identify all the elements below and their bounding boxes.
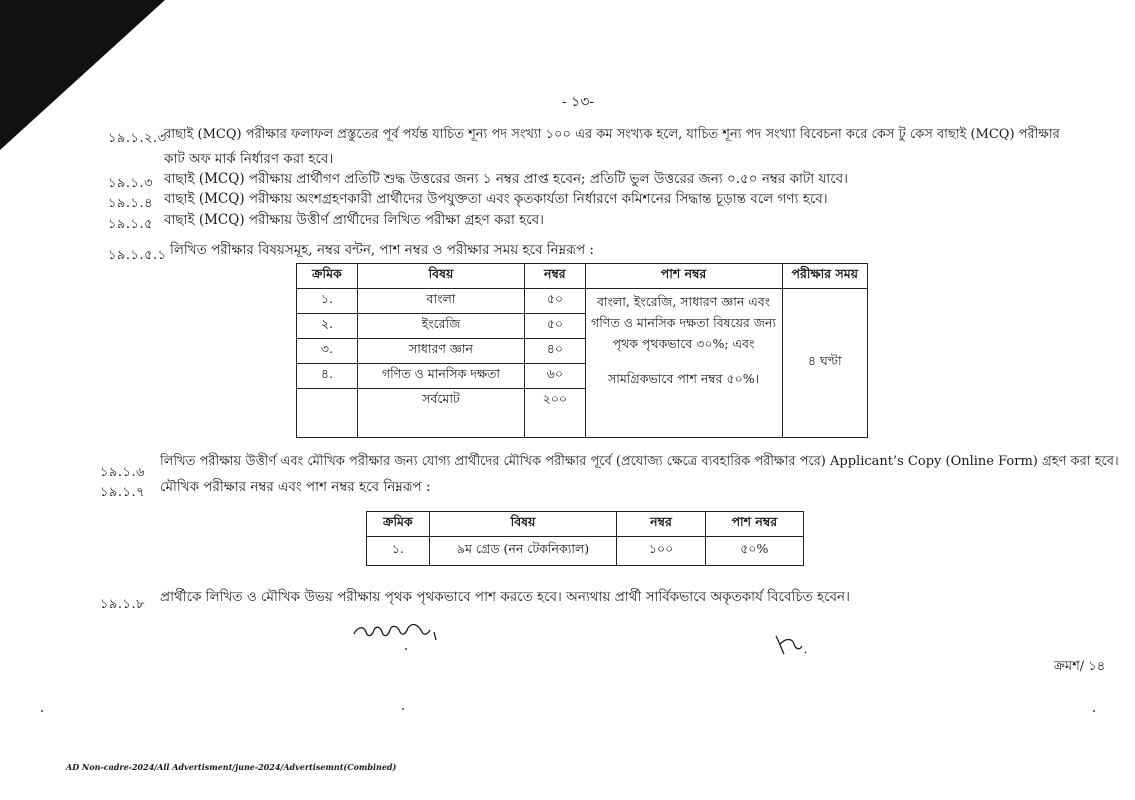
clause-text: লিখিত পরীক্ষার বিষয়সমূহ, নম্বর বন্টন, পাশ নম্বর ও পরীক্ষার সময় হবে নিম্নরূপ :: [170, 242, 594, 258]
col-header-subject: বিষয়: [357, 264, 524, 289]
written-exam-table: [296, 263, 868, 438]
table-row: [367, 537, 804, 566]
clause-text: বাছাই (MCQ) পরীক্ষায় উত্তীর্ণ প্রার্থীদের লিখিত পরীক্ষা গ্রহণ করা হবে।: [164, 212, 545, 228]
viva-exam-table: [366, 511, 804, 566]
page-number: - ১৩-: [562, 94, 595, 110]
table-row: [297, 289, 868, 314]
cell-pass-marks: [585, 289, 782, 438]
clause-number: ১৯.১.৭: [100, 485, 146, 500]
clause-text: বাছাই (MCQ) পরীক্ষায় প্রার্থীগণ প্রতিটি শুদ্ধ উত্তরের জন্য ১ নম্বর প্রাপ্ত হবেন; প্রতিটি ভুল উত্তরের জন্য ০.৫০ নম্বর কাটা যাবে।: [164, 171, 848, 187]
cell-subject: ইংরেজি: [357, 314, 524, 339]
signature-right: [772, 630, 812, 660]
col-header-subject: বিষয়: [429, 512, 617, 537]
cell-marks: ৪০: [525, 339, 585, 364]
cell-subject: ৯ম গ্রেড (নন টেকনিক্যাল): [429, 537, 617, 566]
cell-marks: ৬০: [525, 364, 585, 389]
col-header-marks: নম্বর: [617, 512, 705, 537]
clause-number: ১৯.১.৫.১: [108, 248, 167, 263]
cell-serial-empty: [297, 389, 358, 438]
signature-left: [350, 618, 445, 648]
cell-total-label: সর্বমোট: [357, 389, 524, 438]
cell-subject: গণিত ও মানসিক দক্ষতা: [357, 364, 524, 389]
col-header-pass-marks: পাশ নম্বর: [705, 512, 803, 537]
scan-corner-shadow: [0, 0, 165, 150]
continued-marker: ক্রমশ/ ১৪: [1054, 659, 1106, 674]
cell-marks: ১০০: [617, 537, 705, 566]
cell-total-marks: ২০০: [525, 389, 585, 438]
cell-subject: সাধারণ জ্ঞান: [357, 339, 524, 364]
cell-serial: ৩.: [297, 339, 358, 364]
clause-number: ১৯.১.৪: [108, 196, 154, 211]
col-header-marks: নম্বর: [525, 264, 585, 289]
clause-number: ১৯.১.২.৩: [108, 131, 167, 146]
cell-serial: ২.: [297, 314, 358, 339]
pass-line: বাংলা, ইংরেজি, সাধারণ জ্ঞান এবং: [596, 294, 771, 309]
col-header-serial: ক্রমিক: [367, 512, 430, 537]
col-header-duration: পরীক্ষার সময়: [782, 264, 867, 289]
cell-marks: ৫০: [525, 314, 585, 339]
clause-number: ১৯.১.৬: [100, 465, 146, 480]
clause-number: ১৯.১.৮: [100, 597, 146, 612]
pass-line: সামগ্রিকভাবে পাশ নম্বর ৫০%।: [607, 371, 760, 386]
col-header-pass-marks: পাশ নম্বর: [585, 264, 782, 289]
clause-text-continued: কাট অফ মার্ক নির্ধারণ করা হবে।: [164, 151, 334, 167]
cell-duration: ৪ ঘণ্টা: [782, 289, 867, 438]
footer-path: AD Non-cadre-2024/All Advertisment/june-2024/Advertisemnt(Combined): [66, 762, 397, 772]
cell-marks: ৫০: [525, 289, 585, 314]
clause-text: বাছাই (MCQ) পরীক্ষায় অংশগ্রহণকারী প্রার্থীদের উপযুক্ততা এবং কৃতকার্যতা নির্ধারণে কমিশনের সিদ্ধান্ত চূড়ান্ত বলে গণ্য হবে।: [164, 191, 828, 207]
scan-speck: [1093, 710, 1095, 712]
cell-serial: ৪.: [297, 364, 358, 389]
cell-subject: বাংলা: [357, 289, 524, 314]
pass-line: পৃথক পৃথকভাবে ৩০%; এবং: [612, 336, 755, 351]
clause-text: লিখিত পরীক্ষায় উত্তীর্ণ এবং মৌখিক পরীক্ষার জন্য যোগ্য প্রার্থীদের মৌখিক পরীক্ষার পূর্বে (প্রযোজ্য ক্ষেত্রে ব্যবহারিক পরীক্ষার পরে) Applicant’s Copy (Online Form) গ্রহণ করা হবে।: [160, 454, 1119, 469]
clause-text: মৌখিক পরীক্ষার নম্বর এবং পাশ নম্বর হবে নিম্নরূপ :: [160, 479, 431, 495]
pass-line: গণিত ও মানসিক দক্ষতা বিষয়ের জন্য: [591, 315, 777, 330]
clause-text: বাছাই (MCQ) পরীক্ষার ফলাফল প্রস্তুতের পূর্ব পর্যন্ত যাচিত শূন্য পদ সংখ্যা ১০০ এর কম সংখ্যক হলে, যাচিত শূন্য পদ সংখ্যা বিবেচনা করে কেস টু কেস বাছাই (MCQ) পরীক্ষার: [164, 127, 1060, 142]
col-header-serial: ক্রমিক: [297, 264, 358, 289]
cell-pass-marks: ৫০%: [705, 537, 803, 566]
clause-number: ১৯.১.৩: [108, 176, 154, 191]
scan-speck: [405, 648, 407, 650]
clause-number: ১৯.১.৫: [108, 217, 154, 232]
cell-serial: ১.: [297, 289, 358, 314]
cell-serial: ১.: [367, 537, 430, 566]
scan-speck: [402, 708, 404, 710]
scan-speck: [41, 710, 43, 712]
clause-text: প্রার্থীকে লিখিত ও মৌখিক উভয় পরীক্ষায় পৃথক পৃথকভাবে পাশ করতে হবে। অন্যথায় প্রার্থী সার্বিকভাবে অকৃতকার্য বিবেচিত হবেন।: [160, 589, 850, 605]
pass-line-spacer: [590, 354, 778, 368]
